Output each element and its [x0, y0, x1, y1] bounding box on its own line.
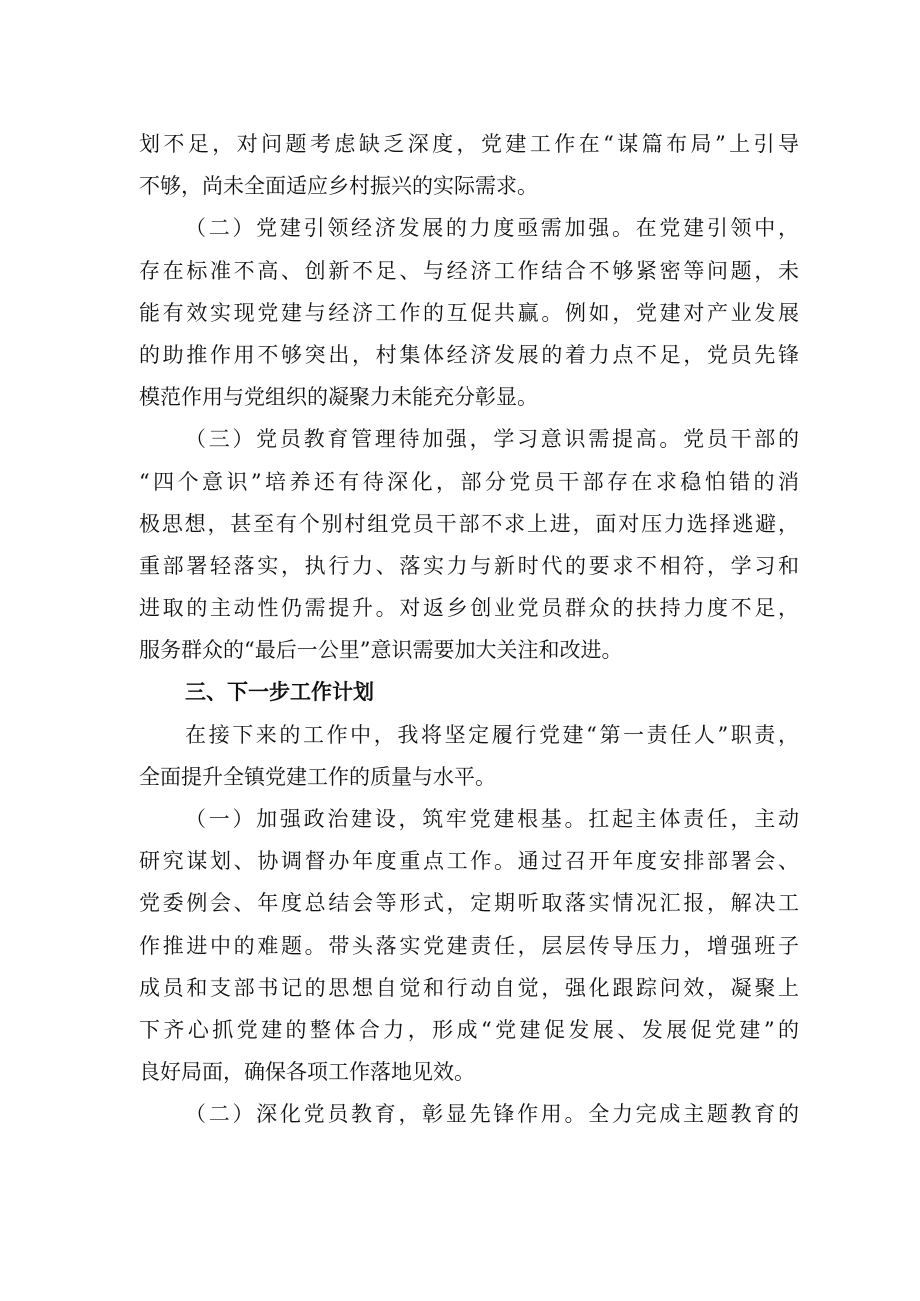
text-line: 模范作用与党组织的凝聚力未能充分彰显。 [139, 385, 538, 410]
text-line: （三）党员教育管理待加强，学习意识需提高。党员干部的 [185, 427, 799, 452]
document-body [139, 123, 799, 1136]
section-heading-text: 三、下一步工作计划 [185, 680, 374, 705]
text-line: 良好局面，确保各项工作落地见效。 [139, 1060, 475, 1085]
paragraph-intro-plan [139, 714, 799, 798]
paragraph-member-education [139, 418, 799, 671]
text-line: 的助推作用不够突出，村集体经济发展的着力点不足，党员先锋 [139, 342, 799, 367]
text-line: （二）党建引领经济发展的力度亟需加强。在党建引领中， [185, 216, 799, 241]
text-line: 重部署轻落实，执行力、落实力与新时代的要求不相符，学习和 [139, 553, 799, 578]
text-line: 服务群众的“最后一公里”意识需要加大关注和改进。 [139, 638, 623, 663]
section-heading [139, 671, 799, 713]
text-line: 成员和支部书记的思想自觉和行动自觉，强化跟踪问效，凝聚上 [139, 975, 799, 1000]
text-line: 划不足，对问题考虑缺乏深度，党建工作在“谋篇布局”上引导 [139, 132, 799, 156]
text-line: “四个意识”培养还有待深化，部分党员干部存在求稳怕错的消 [139, 469, 799, 494]
text-line: 全面提升全镇党建工作的质量与水平。 [139, 764, 496, 789]
text-line: 进取的主动性仍需提升。对返乡创业党员群众的扶持力度不足， [139, 596, 799, 621]
text-line: 极思想，甚至有个别村组党员干部不求上进，面对压力选择逃避， [139, 511, 799, 536]
paragraph-member-education-deepen [139, 1093, 799, 1135]
text-line: 研究谋划、协调督办年度重点工作。通过召开年度安排部署会、 [139, 849, 799, 874]
text-line: 作推进中的难题。带头落实党建责任，层层传导压力，增强班子 [139, 933, 799, 958]
text-line: （二）深化党员教育，彰显先锋作用。全力完成主题教育的 [185, 1102, 799, 1127]
paragraph-party-economy [139, 207, 799, 418]
text-line: 在接下来的工作中，我将坚定履行党建“第一责任人”职责， [185, 722, 799, 747]
paragraph-political-building [139, 798, 799, 1093]
text-line: 党委例会、年度总结会等形式，定期听取落实情况汇报，解决工 [139, 891, 799, 916]
text-line: 存在标准不高、创新不足、与经济工作结合不够紧密等问题，未 [139, 258, 799, 283]
text-line: 不够，尚未全面适应乡村振兴的实际需求。 [139, 174, 538, 199]
text-line: 能有效实现党建与经济工作的互促共赢。例如，党建对产业发展 [139, 300, 799, 325]
paragraph-continued [139, 123, 799, 207]
text-line: （一）加强政治建设，筑牢党建根基。扛起主体责任，主动 [185, 807, 799, 831]
text-line: 下齐心抓党建的整体合力，形成“党建促发展、发展促党建”的 [139, 1017, 799, 1042]
